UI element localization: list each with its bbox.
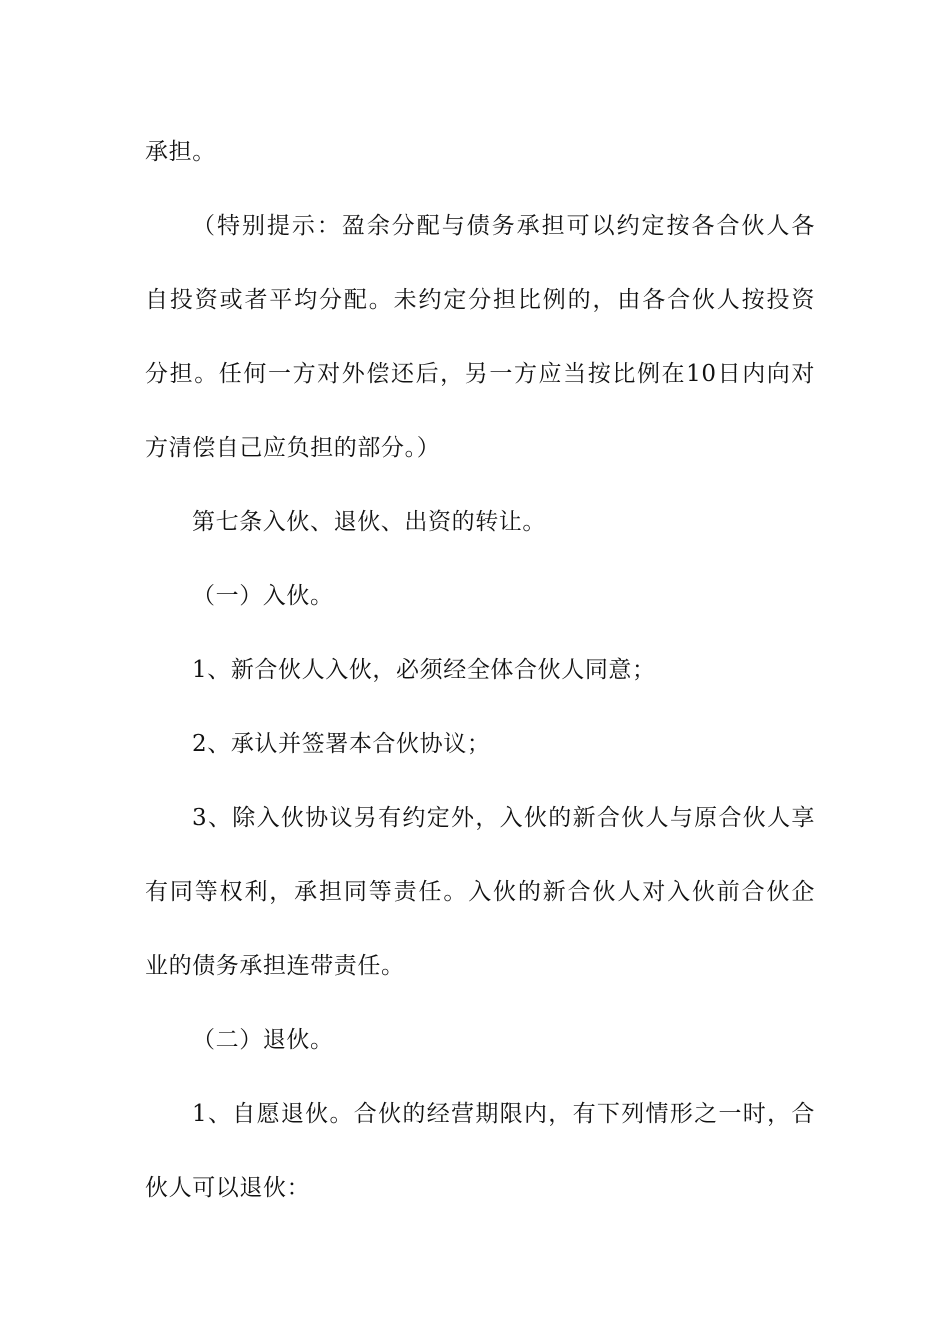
list-item: 1、自愿退伙。合伙的经营期限内，有下列情形之一时，合 xyxy=(192,1101,815,1127)
text-line-special-note: 分担。任何一方对外偿还后，另一方应当按比例在10日内向对 xyxy=(145,361,815,387)
section-heading-withdraw: （二）退伙。 xyxy=(192,1027,334,1053)
text-line-special-note-end: 方清偿自己应负担的部分。） xyxy=(145,435,441,461)
text-line: 伙人可以退伙： xyxy=(145,1175,311,1201)
text-line: 有同等权利，承担同等责任。入伙的新合伙人对入伙前合伙企 xyxy=(145,879,815,905)
text-line-special-note: 自投资或者平均分配。未约定分担比例的，由各合伙人按投资 xyxy=(145,287,815,313)
section-heading-join: （一）入伙。 xyxy=(192,583,334,609)
list-item: 2、承认并签署本合伙协议； xyxy=(192,731,491,757)
list-item: 3、除入伙协议另有约定外，入伙的新合伙人与原合伙人享 xyxy=(192,805,815,831)
text-line-continuation: 承担。 xyxy=(145,139,216,165)
list-item: 1、新合伙人入伙，必须经全体合伙人同意； xyxy=(192,657,656,683)
text-line-special-note-start: （特别提示：盈余分配与债务承担可以约定按各合伙人各 xyxy=(192,213,815,239)
text-line: 业的债务承担连带责任。 xyxy=(145,953,405,979)
article-heading: 第七条入伙、退伙、出资的转让。 xyxy=(192,509,546,535)
